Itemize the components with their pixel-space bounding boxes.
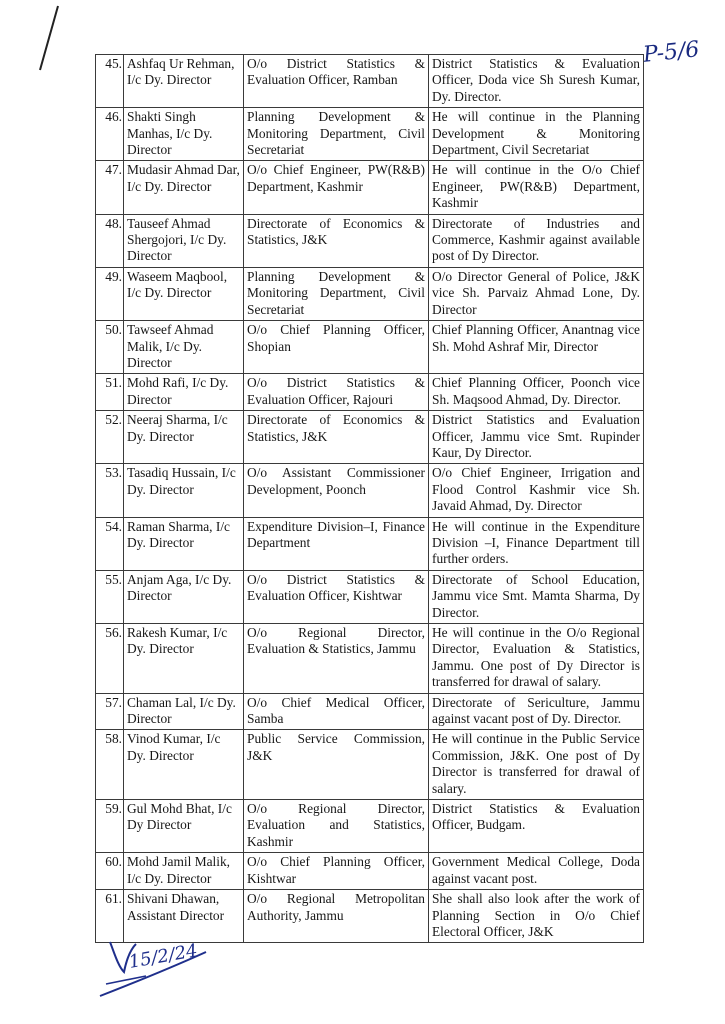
table-row [96,570,644,623]
current-posting: Planning Development & Monitoring Department, Civil Secretariat [244,108,429,161]
table-row [96,800,644,853]
table-row [96,464,644,517]
row-number: 54. [96,517,124,570]
new-posting: He will continue in the Expenditure Division –I, Finance Department till further orders. [429,517,644,570]
new-posting: Government Medical College, Doda against vacant post. [429,853,644,890]
employee-name: Vinod Kumar, I/c Dy. Director [124,730,244,800]
new-posting: Directorate of School Education, Jammu vice Smt. Mamta Sharma, Dy Director. [429,570,644,623]
employee-name: Anjam Aga, I/c Dy. Director [124,570,244,623]
new-posting: District Statistics & Evaluation Officer, Doda vice Sh Suresh Kumar, Dy. Director. [429,55,644,108]
row-number: 56. [96,624,124,694]
current-posting: O/o District Statistics & Evaluation Officer, Kishtwar [244,570,429,623]
new-posting: O/o Chief Engineer, Irrigation and Flood Control Kashmir vice Sh. Javaid Ahmad, Dy. Director [429,464,644,517]
new-posting: She shall also look after the work of Planning Section in O/o Chief Electoral Officer, J&K [429,890,644,943]
employee-name: Ashfaq Ur Rehman, I/c Dy. Director [124,55,244,108]
row-number: 60. [96,853,124,890]
employee-name: Mohd Rafi, I/c Dy. Director [124,374,244,411]
table-row [96,214,644,267]
table-row [96,55,644,108]
handwritten-signature [96,932,216,1012]
current-posting: O/o Chief Planning Officer, Kishtwar [244,853,429,890]
row-number: 51. [96,374,124,411]
table-row [96,411,644,464]
current-posting: O/o District Statistics & Evaluation Officer, Ramban [244,55,429,108]
new-posting: O/o Director General of Police, J&K vice Sh. Parvaiz Ahmad Lone, Dy. Director [429,267,644,320]
employee-name: Tawseef Ahmad Malik, I/c Dy. Director [124,321,244,374]
table-row [96,267,644,320]
row-number: 61. [96,890,124,943]
employee-name: Tauseef Ahmad Shergojori, I/c Dy. Director [124,214,244,267]
employee-name: Mudasir Ahmad Dar, I/c Dy. Director [124,161,244,214]
table-row [96,374,644,411]
row-number: 50. [96,321,124,374]
row-number: 57. [96,693,124,730]
row-number: 48. [96,214,124,267]
new-posting: Directorate of Industries and Commerce, Kashmir against available post of Dy Director. [429,214,644,267]
employee-name: Raman Sharma, I/c Dy. Director [124,517,244,570]
employee-name: Shivani Dhawan, Assistant Director [124,890,244,943]
current-posting: O/o Assistant Commissioner Development, Poonch [244,464,429,517]
new-posting: Chief Planning Officer, Poonch vice Sh. Maqsood Ahmad, Dy. Director. [429,374,644,411]
employee-name: Shakti Singh Manhas, I/c Dy. Director [124,108,244,161]
new-posting: Directorate of Sericulture, Jammu against vacant post of Dy. Director. [429,693,644,730]
new-posting: District Statistics & Evaluation Officer, Budgam. [429,800,644,853]
row-number: 46. [96,108,124,161]
table-row [96,161,644,214]
new-posting: He will continue in the Planning Development & Monitoring Department, Civil Secretariat [429,108,644,161]
table-row [96,624,644,694]
svg-text:15/2/24: 15/2/24 [127,940,200,973]
current-posting: O/o Chief Planning Officer, Shopian [244,321,429,374]
employee-name: Waseem Maqbool, I/c Dy. Director [124,267,244,320]
current-posting: Expenditure Division–I, Finance Department [244,517,429,570]
employee-name: Mohd Jamil Malik, I/c Dy. Director [124,853,244,890]
page-corner-line [0,0,80,80]
table-row [96,517,644,570]
new-posting: He will continue in the O/o Regional Director, Evaluation & Statistics, Jammu. One post of Dy Director is transferred for drawal of salary. [429,624,644,694]
current-posting: O/o Chief Medical Officer, Samba [244,693,429,730]
table-row [96,853,644,890]
new-posting: He will continue in the O/o Chief Engineer, PW(R&B) Department, Kashmir [429,161,644,214]
row-number: 55. [96,570,124,623]
table-row [96,693,644,730]
table-row [96,321,644,374]
employee-name: Rakesh Kumar, I/c Dy. Director [124,624,244,694]
employee-name: Neeraj Sharma, I/c Dy. Director [124,411,244,464]
current-posting: O/o Regional Director, Evaluation & Statistics, Jammu [244,624,429,694]
row-number: 45. [96,55,124,108]
current-posting: O/o Regional Director, Evaluation and Statistics, Kashmir [244,800,429,853]
new-posting: He will continue in the Public Service Commission, J&K. One post of Dy Director is transferred for drawal of salary. [429,730,644,800]
row-number: 59. [96,800,124,853]
table-row [96,730,644,800]
employee-name: Chaman Lal, I/c Dy. Director [124,693,244,730]
row-number: 58. [96,730,124,800]
page-number: P-5/6 [641,37,701,68]
row-number: 53. [96,464,124,517]
row-number: 47. [96,161,124,214]
row-number: 49. [96,267,124,320]
current-posting: Directorate of Economics & Statistics, J&K [244,214,429,267]
new-posting: Chief Planning Officer, Anantnag vice Sh. Mohd Ashraf Mir, Director [429,321,644,374]
new-posting: District Statistics and Evaluation Officer, Jammu vice Smt. Rupinder Kaur, Dy Director. [429,411,644,464]
current-posting: O/o Regional Metropolitan Authority, Jammu [244,890,429,943]
current-posting: Planning Development & Monitoring Department, Civil Secretariat [244,267,429,320]
current-posting: Directorate of Economics & Statistics, J&K [244,411,429,464]
transfer-table [95,54,644,943]
employee-name: Tasadiq Hussain, I/c Dy. Director [124,464,244,517]
current-posting: O/o Chief Engineer, PW(R&B) Department, Kashmir [244,161,429,214]
row-number: 52. [96,411,124,464]
employee-name: Gul Mohd Bhat, I/c Dy Director [124,800,244,853]
current-posting: Public Service Commission, J&K [244,730,429,800]
current-posting: O/o District Statistics & Evaluation Officer, Rajouri [244,374,429,411]
table-row [96,108,644,161]
